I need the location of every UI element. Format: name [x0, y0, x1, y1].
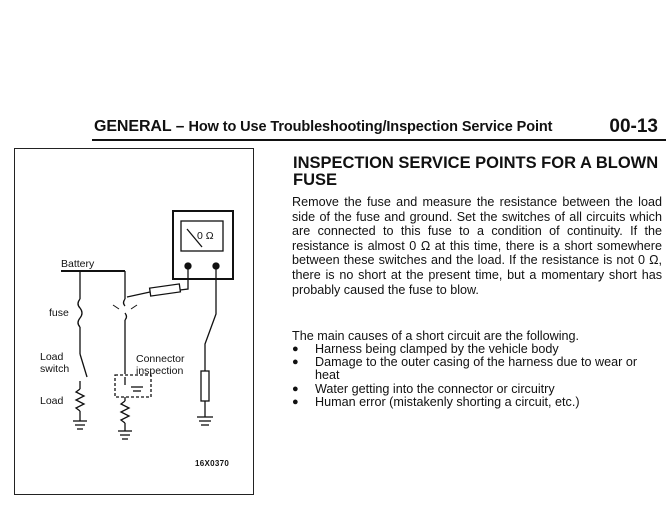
cause-text: Human error (mistakenly shorting a circuit, etc.): [315, 394, 580, 409]
bullet-icon: ●: [292, 356, 299, 369]
intro-paragraph: Remove the fuse and measure the resistance between the load side of the fuse and ground. Set the switches of all circuits which are connected to this fuse to a condition of continuity. If the resistance is almost 0 Ω at this time, there is a short somewhere between these switches and the load. If the resistance is not 0 Ω, there is no short at the present time, but a momentary short has probably caused the fuse to blow.: [292, 195, 662, 297]
circuit-diagram: [15, 149, 255, 496]
causes-lead: The main causes of a short circuit are the following.: [292, 329, 579, 343]
load-switch-label: Load switch: [40, 351, 70, 375]
fuse-label: fuse: [49, 307, 69, 319]
cause-text: Water getting into the connector or circuitry: [315, 381, 555, 396]
bullet-icon: ●: [292, 395, 299, 408]
section-title: INSPECTION SERVICE POINTS FOR A BLOWN FUSE: [293, 154, 659, 189]
header-subtitle: How to Use Troubleshooting/Inspection Service Point: [188, 119, 553, 135]
list-item: [292, 356, 664, 382]
fuse-left: [78, 299, 82, 327]
header-title: [94, 118, 552, 136]
test-probe: [150, 284, 181, 296]
circuit-diagram-figure: [14, 148, 254, 495]
connector-label: Connector inspection: [136, 353, 185, 377]
load-resistor-right: [121, 401, 129, 423]
header-separator: –: [175, 118, 185, 135]
meter-reading: 0 Ω: [197, 230, 214, 242]
page-header: [92, 116, 664, 140]
list-item: [292, 396, 664, 409]
cause-text: Damage to the outer casing of the harness due to wear or heat: [315, 355, 638, 383]
meter-lead-right: [205, 266, 216, 371]
ground-clip: [201, 371, 209, 401]
fuse-right: [124, 299, 126, 306]
cause-text: Harness being clamped by the vehicle body: [315, 342, 559, 356]
header-rule: [92, 139, 666, 141]
probe-tip: [127, 292, 150, 297]
header-section: GENERAL: [94, 118, 172, 135]
load-resistor-left: [76, 389, 84, 411]
causes-list: [292, 343, 664, 409]
bullet-icon: ●: [292, 382, 299, 395]
page-number: 00-13: [609, 116, 658, 137]
load-label: Load: [40, 395, 64, 407]
load-switch: [80, 354, 87, 377]
figure-code: 16X0370: [195, 459, 230, 468]
bullet-icon: ●: [292, 343, 299, 355]
battery-label: Battery: [61, 258, 95, 270]
connector-box: [115, 375, 151, 397]
